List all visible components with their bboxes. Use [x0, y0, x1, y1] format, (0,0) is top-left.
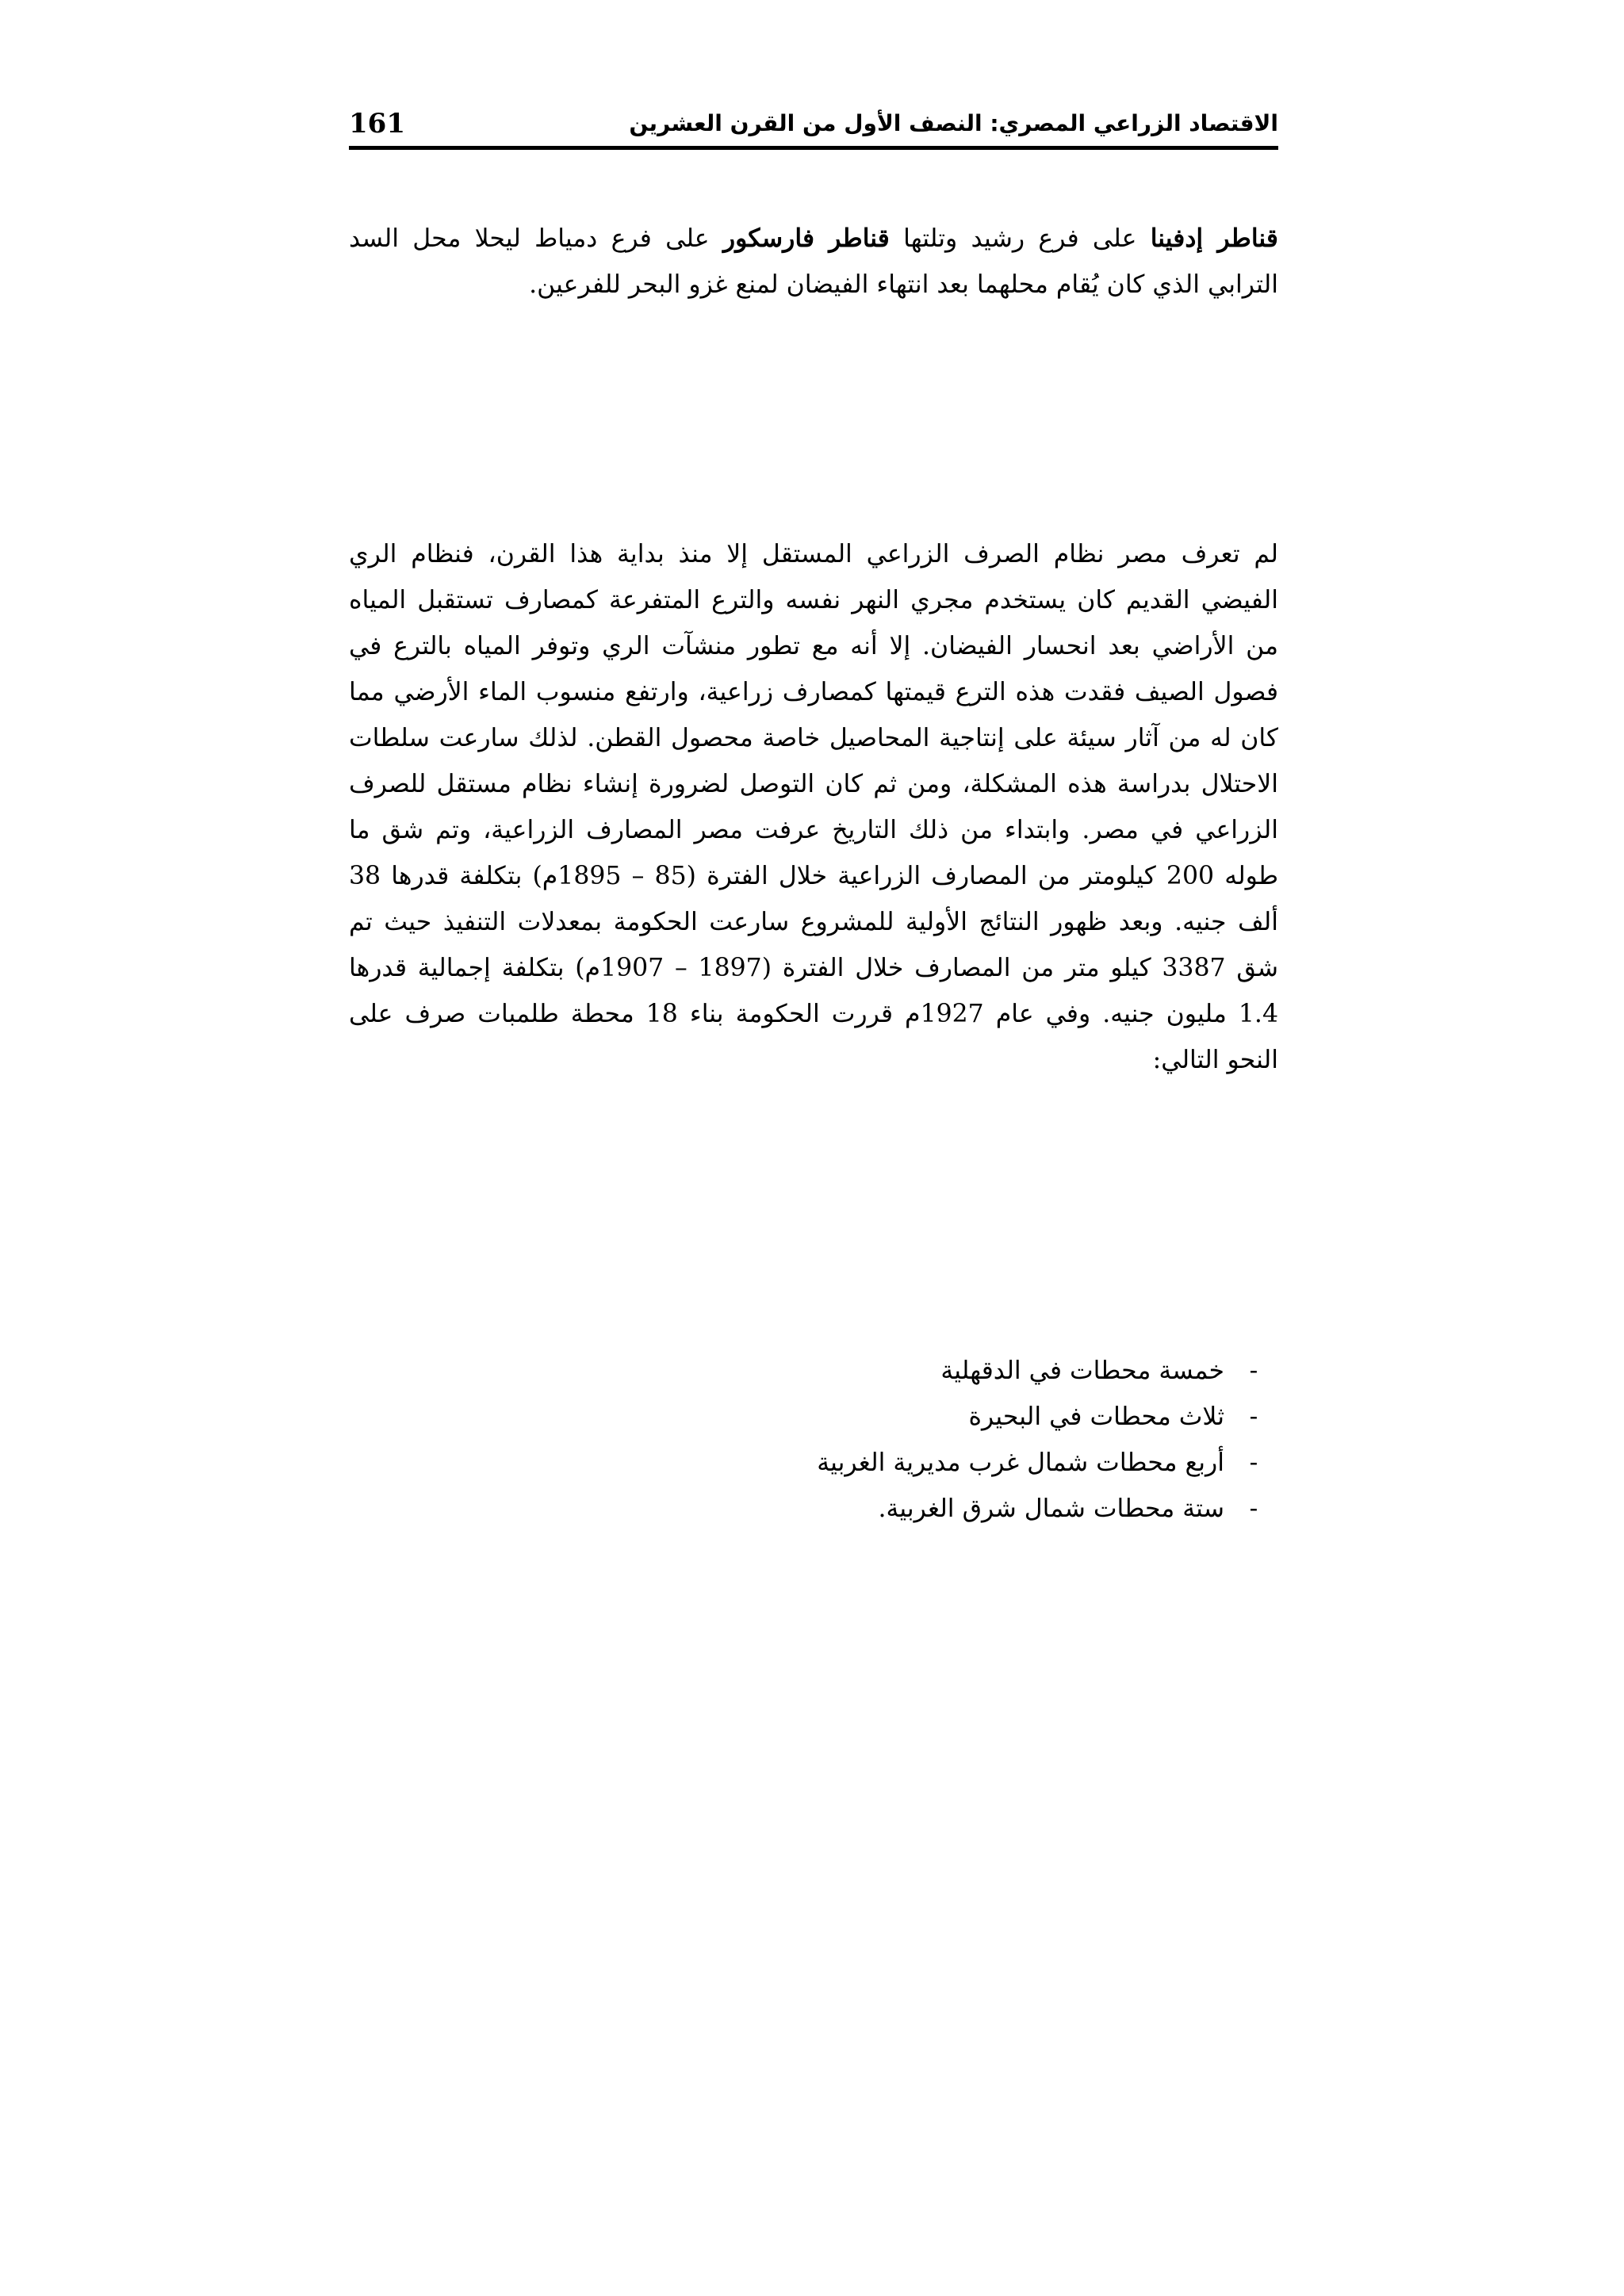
paragraph-text: على فرع رشيد وتلتها	[889, 224, 1151, 253]
list-item	[349, 1486, 1278, 1532]
list-item-text: أربع محطات شمال غرب مديرية الغربية	[817, 1448, 1224, 1477]
bold-term-edfina-barrage: قناطر إدفينا	[1150, 224, 1278, 253]
list-item	[349, 1440, 1278, 1486]
page-number: 161	[349, 108, 405, 140]
list-dash: -	[1249, 1494, 1258, 1523]
list-item-text: خمسة محطات في الدقهلية	[940, 1357, 1224, 1385]
paragraph-drainage: لم تعرف مصر نظام الصرف الزراعي المستقل إلا منذ بداية هذا القرن، فنظام الري الفيضي القديم كان يستخدم مجري النهر نفسه والترع المتفرعة كمصارف تستقبل المياه من الأراضي بعد انحسار الفيضان. إلا أنه مع تطور منشآت الري وتوفر المياه بالترع في فصول الصيف فقدت هذه الترع قيمتها كمصارف زراعية، وارتفع منسوب الماء الأرضي مما كان له من آثار سيئة على إنتاجية المحاصيل خاصة محصول القطن. لذلك سارعت سلطات الاحتلال بدراسة هذه المشكلة، ومن ثم كان التوصل لضرورة إنشاء نظام مستقل للصرف الزراعي في مصر. وابتداء من ذلك التاريخ عرفت مصر المصارف الزراعية، وتم شق ما طوله 200 كيلومتر من المصارف الزراعية خلال الفترة (85 – 1895م) بتكلفة قدرها 38 ألف جنيه. وبعد ظهور النتائج الأولية للمشروع سارعت الحكومة بمعدلات التنفيذ حيث تم شق 3387 كيلو متر من المصارف خلال الفترة (1897 – 1907م) بتكلفة إجمالية قدرها 1.4 مليون جنيه. وفي عام 1927م قررت الحكومة بناء 18 محطة طلمبات صرف على النحو التالي:	[349, 540, 1279, 1074]
list-item-text: ستة محطات شمال شرق الغربية.	[878, 1494, 1224, 1523]
list-dash: -	[1249, 1357, 1258, 1385]
paragraph-text: على فرع دمياط ليحلا محل السد الترابي الذي كان يُقام محلهما بعد انتهاء الفيضان لمنع غزو البحر للفرعين.	[349, 224, 1278, 299]
paragraph-barrages	[349, 216, 1278, 308]
running-header	[349, 95, 1278, 143]
pumping-stations-list	[349, 1348, 1278, 1532]
list-item-text: ثلاث محطات في البحيرة	[968, 1402, 1224, 1431]
list-dash: -	[1249, 1448, 1258, 1477]
bold-term-fareskur-barrage: قناطر فارسكور	[722, 224, 890, 253]
header-rule	[349, 146, 1278, 150]
running-header-title: الاقتصاد الزراعي المصري: النصف الأول من القرن العشرين	[629, 110, 1278, 136]
list-dash: -	[1249, 1402, 1258, 1431]
list-item	[349, 1394, 1278, 1440]
list-item	[349, 1348, 1278, 1394]
